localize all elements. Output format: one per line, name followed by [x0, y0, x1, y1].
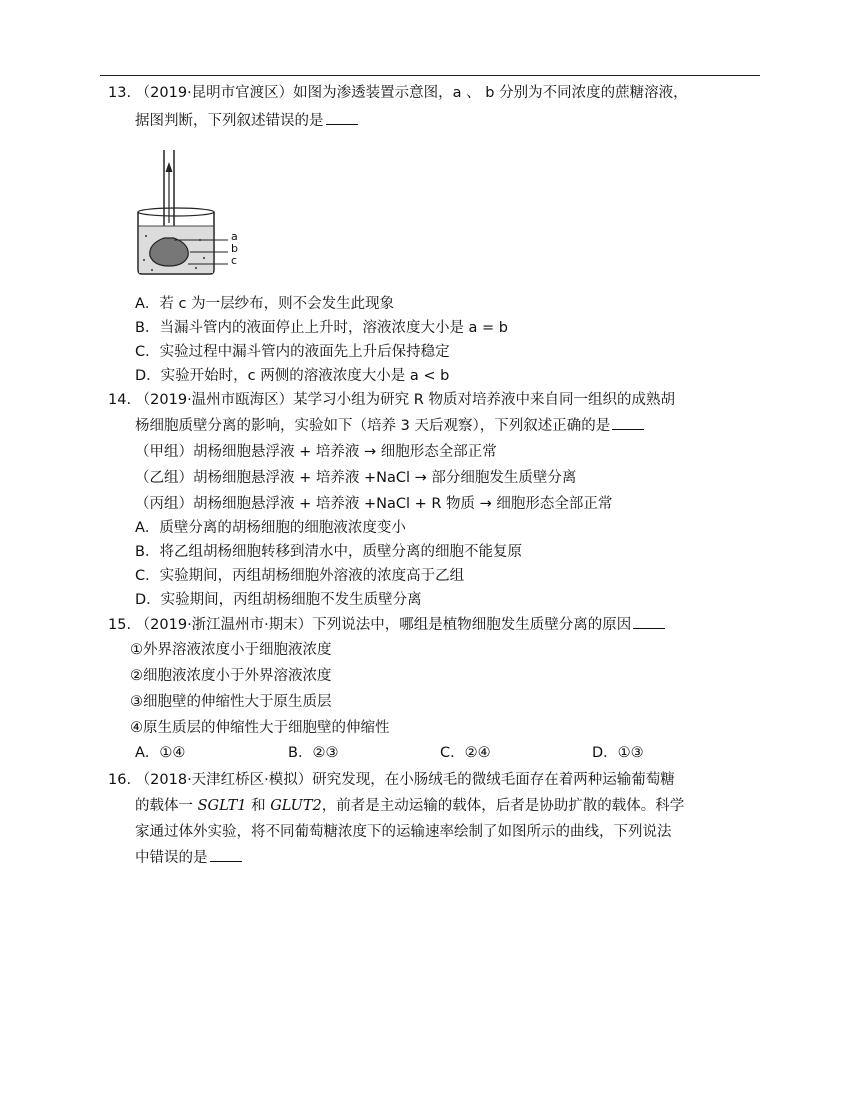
q14-line1: 14. （2019·温州市瓯海区）某学习小组为研究 R 物质对培养液中来自同一组织的成熟胡 — [108, 392, 675, 408]
q15-option-d: D．①③ — [592, 745, 644, 761]
answer-blank — [326, 110, 358, 125]
answer-blank — [633, 614, 665, 629]
q16-line2: 的载体一 SGLT1 和 GLUT2，前者是主动运输的载体，后者是协助扩散的载体。科学 — [135, 798, 685, 814]
q13-option-b: B．当漏斗管内的液面停止上升时，溶液浓度大小是 a = b — [135, 320, 509, 336]
q15-option-a: A．①④ — [135, 745, 186, 761]
figure-label-a: a — [231, 230, 238, 243]
q14-option-b: B．将乙组胡杨细胞转移到清水中，质壁分离的细胞不能复原 — [135, 544, 522, 560]
sglt1-term: SGLT1 — [197, 798, 247, 814]
q13-option-a: A．若 c 为一层纱布，则不会发生此现象 — [135, 296, 395, 312]
q14-line2: 杨细胞质壁分离的影响，实验如下（培养 3 天后观察），下列叙述正确的是 — [135, 415, 644, 436]
q13-option-d: D．实验开始时，c 两侧的溶液浓度大小是 a < b — [135, 368, 450, 384]
q16-line4: 中错误的是 — [135, 847, 242, 868]
osmosis-apparatus-figure — [130, 148, 245, 278]
q14-group-bing: （丙组）胡杨细胞悬浮液 + 培养液 +NaCl + R 物质 → 细胞形态全部正常 — [135, 496, 613, 512]
q15-statement-4: ④原生质层的伸缩性大于细胞壁的伸缩性 — [130, 720, 390, 736]
q16-line3: 家通过体外实验，将不同葡萄糖浓度下的运输速率绘制了如图所示的曲线，下列说法 — [135, 824, 672, 840]
q13-option-c: C．实验过程中漏斗管内的液面先上升后保持稳定 — [135, 344, 450, 360]
q14-option-a: A．质壁分离的胡杨细胞的细胞液浓度变小 — [135, 520, 406, 536]
q14-option-d: D．实验期间，丙组胡杨细胞不发生质壁分离 — [135, 592, 422, 608]
header-rule — [100, 75, 760, 76]
q14-group-jia: （甲组）胡杨细胞悬浮液 + 培养液 → 细胞形态全部正常 — [135, 444, 497, 460]
answer-blank — [612, 415, 644, 430]
q15-statement-2: ②细胞液浓度小于外界溶液浓度 — [130, 668, 332, 684]
q14-group-yi: （乙组）胡杨细胞悬浮液 + 培养液 +NaCl → 部分细胞发生质壁分离 — [135, 470, 577, 486]
q13-number: 13. — [108, 85, 132, 101]
q15-line1: 15. （2019·浙江温州市·期末）下列说法中，哪组是植物细胞发生质壁分离的原因 — [108, 614, 665, 635]
q16-line1: 16. （2018·天津红桥区·模拟）研究发现，在小肠绒毛的微绒毛面存在着两种运输葡萄糖 — [108, 772, 675, 788]
q13-line1: 13. （2019·昆明市官渡区）如图为渗透装置示意图，a 、 b 分别为不同浓度的蔗糖溶液， — [108, 85, 688, 101]
glut2-term: GLUT2 — [270, 798, 322, 814]
q15-option-c: C．②④ — [440, 745, 491, 761]
answer-blank — [210, 847, 242, 862]
figure-label-c: c — [231, 254, 238, 267]
q13-line2: 据图判断，下列叙述错误的是 — [135, 110, 358, 131]
q15-statement-1: ①外界溶液浓度小于细胞液浓度 — [130, 642, 332, 658]
q15-statement-3: ③细胞壁的伸缩性大于原生质层 — [130, 694, 332, 710]
q15-option-b: B．②③ — [288, 745, 339, 761]
q15-number: 15. — [108, 617, 132, 633]
figure-label-b: b — [231, 242, 238, 255]
q16-number: 16. — [108, 772, 132, 788]
q14-number: 14. — [108, 392, 132, 408]
q14-option-c: C．实验期间，丙组胡杨细胞外溶液的浓度高于乙组 — [135, 568, 465, 584]
